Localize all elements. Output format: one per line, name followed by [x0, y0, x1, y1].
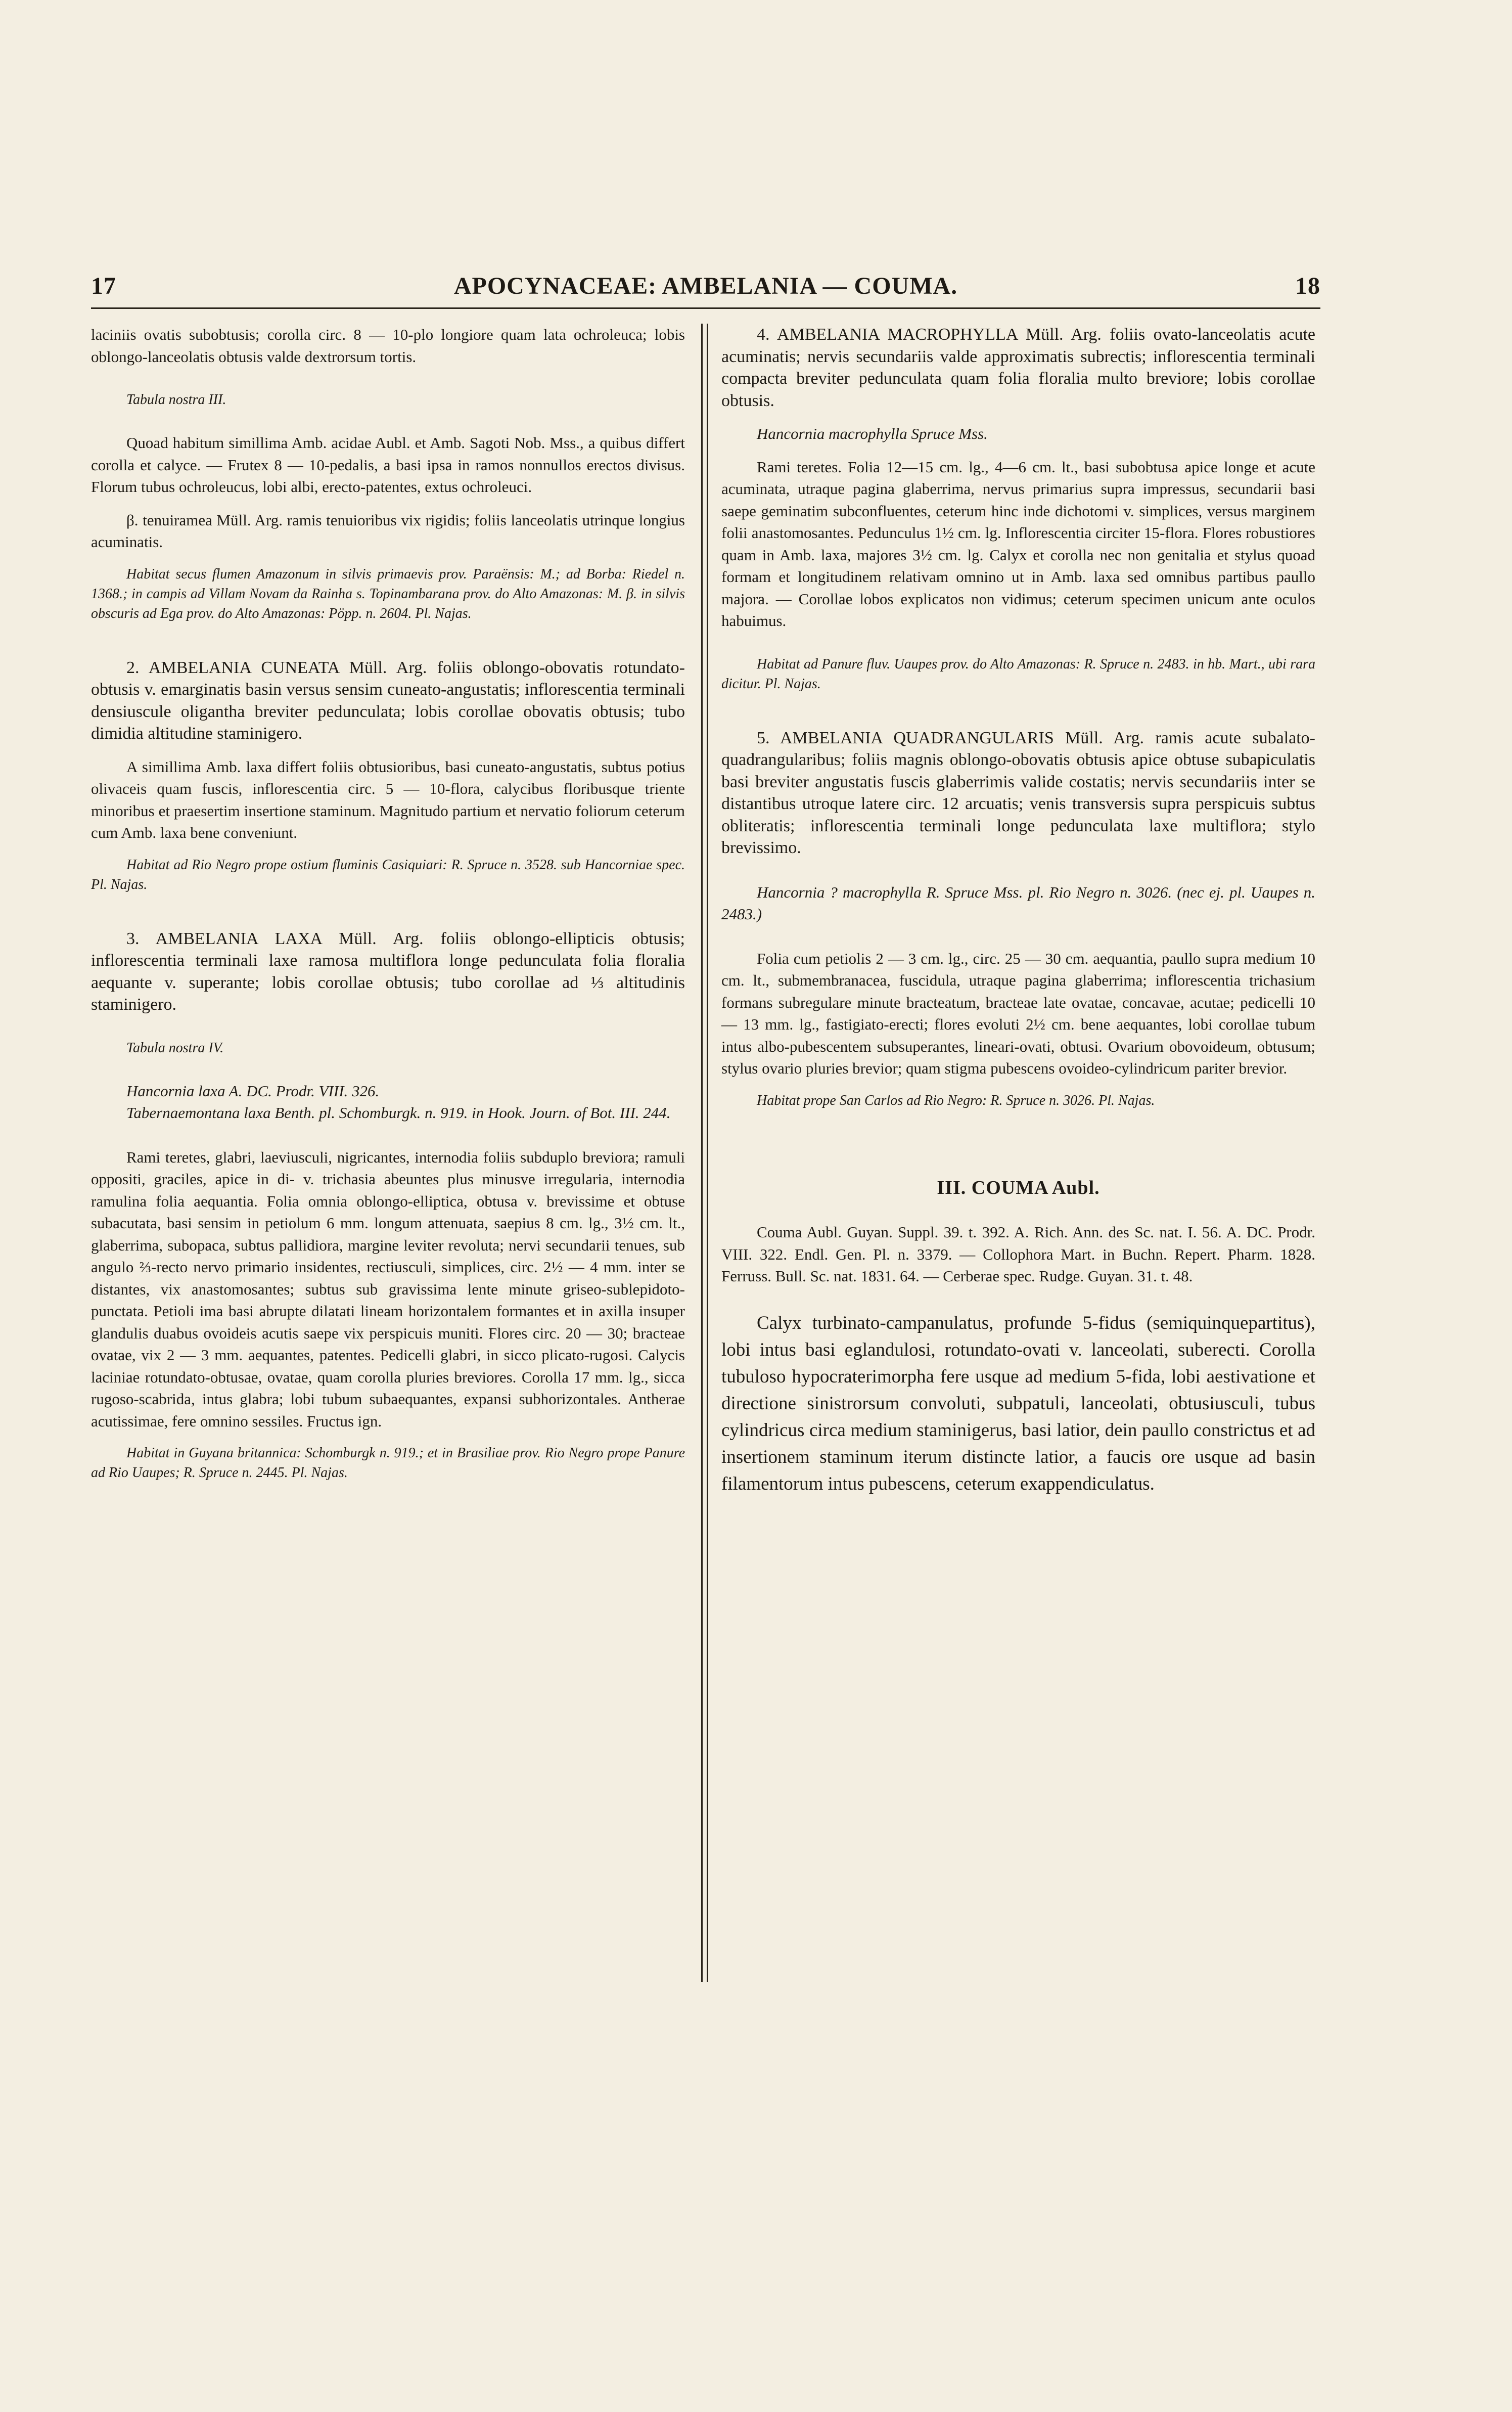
species-heading: 5. AMBELANIA QUADRANGULARIS Müll. Arg. ramis acute subalato-quadrangularibus; foliis magnis oblongo-obovatis obtusis apice obtuse subapiculatis basi breviter angustatis fuscis glaberrimis valide costatis; nervis secundariis inter se distantibus utroque latere circ. 12 arcuatis; venis transversis supra perspicuis subtus obliteratis; inflorescentia terminali longe pedunculata laxe multiflora; stylo brevissimo.: [721, 728, 1315, 857]
page-number-right: 18: [1295, 273, 1320, 299]
habitat-note: Habitat in Guyana britannica: Schomburgk n. 919.; et in Brasiliae prov. Rio Negro prope Panure ad Rio Uaupes; R. Spruce n. 2445. Pl. Najas.: [91, 1445, 685, 1481]
left-column: [91, 324, 685, 1483]
species-heading: 4. AMBELANIA MACROPHYLLA Müll. Arg. foliis ovato-lanceolatis acute acuminatis; nervis secundariis valde approximatis subrectis; inflorescentia terminali compacta breviter pedunculata quam folia floralia multo breviore; lobis corollae obtusis.: [721, 325, 1315, 410]
genus-synonymy: Couma Aubl. Guyan. Suppl. 39. t. 392. A. Rich. Ann. des Sc. nat. I. 56. A. DC. Prodr. VIII. 322. Endl. Gen. Pl. n. 3379. — Collophora Mart. in Buchn. Repert. Pharm. 1828. Ferruss. Bull. Sc. nat. 1831. 64. — Cerberae spec. Rudge. Guyan. 31. t. 48.: [721, 1223, 1315, 1285]
running-header: [91, 272, 1320, 302]
header-rule: [91, 307, 1320, 309]
section-heading: III. COUMA Aubl.: [937, 1177, 1100, 1198]
plate-reference: Tabula nostra III.: [126, 392, 226, 408]
paragraph: Quoad habitum simillima Amb. acidae Aubl. et Amb. Sagoti Nob. Mss., a quibus differt corolla et calyce. — Frutex 8 — 10-pedalis, a basi ipsa in ramos nonnullos erectos divisus. Florum tubus ochroleucus, lobi albi, erecto-patentes, extus ochroleuci.: [91, 434, 685, 496]
running-title: APOCYNACEAE: AMBELANIA — COUMA.: [453, 273, 958, 299]
variety-description: β. tenuiramea Müll. Arg. ramis tenuioribus vix rigidis; foliis lanceolatis utrinque longius acuminatis.: [91, 511, 685, 551]
synonym: Hancornia ? macrophylla R. Spruce Mss. pl. Rio Negro n. 3026. (nec ej. pl. Uaupes n. 2483.): [721, 883, 1315, 923]
column-divider: [701, 324, 708, 1982]
paragraph: laciniis ovatis subobtusis; corolla circ. 8 — 10-plo longiore quam lata ochroleuca; lobis oblongo-lanceolatis obtusis valde dextrorsum tortis.: [91, 326, 685, 366]
synonym: Tabernaemontana laxa Benth. pl. Schomburgk. n. 919. in Hook. Journ. of Bot. III. 244.: [126, 1104, 671, 1122]
page-number-left: 17: [91, 273, 116, 299]
synonym: Hancornia laxa A. DC. Prodr. VIII. 326.: [126, 1082, 380, 1100]
genus-description: Calyx turbinato-campanulatus, profunde 5-fidus (semiquinquepartitus), lobi intus basi eglandulosi, rotundato-ovati v. lanceolati, suberecti. Corolla tubuloso hypocraterimorpha fere usque ad medium 5-fida, lobi aestivatione et directione sinistrorsum convoluti, subpatuli, lanceolati, obtusiusculi, tubus cylindricus circa medium staminigerus, basi latior, dein paullo constrictus et ad insertionem staminum iterum distincte latior, a faucis ore usque ad basin filamentorum intus pubescens, ceterum exappendiculatus.: [721, 1312, 1315, 1494]
habitat-note: Habitat prope San Carlos ad Rio Negro: R. Spruce n. 3026. Pl. Najas.: [757, 1092, 1155, 1108]
species-heading: 3. AMBELANIA LAXA Müll. Arg. foliis oblongo-ellipticis obtusis; inflorescentia terminali laxe ramosa multiflora longe pedunculata folia floralia aequante v. superante; lobis corollae obtusis; tubo corollae ad ⅓ altitudinis staminigero.: [91, 929, 685, 1014]
synonym: Hancornia macrophylla Spruce Mss.: [757, 425, 988, 442]
habitat-note: Habitat ad Rio Negro prope ostium fluminis Casiquiari: R. Spruce n. 3528. sub Hancorniae spec. Pl. Najas.: [91, 857, 685, 892]
right-column: [721, 324, 1315, 1497]
paragraph: Rami teretes. Folia 12—15 cm. lg., 4—6 cm. lt., basi subobtusa apice longe et acute acuminata, utraque pagina glaberrima, nervus primarius supra impressus, secundarii basi saepe geminatim subconfluentes, ceterum hinc inde dichotomi v. simplices, versus marginem folii anastomosantes. Pedunculus 1½ cm. lg. Inflorescentia circiter 15-flora. Flores robustiores quam in Amb. laxa, majores 3½ cm. lg. Calyx et corolla nec non genitalia et stylus quoad formam et longitudinem relativam omnino ut in Amb. laxa sed omnibus partibus paullo majora. — Corollae lobos explicatos non vidimus; ceterum specimen unicum ante oculos habuimus.: [721, 458, 1315, 630]
habitat-note: Habitat ad Panure fluv. Uaupes prov. do Alto Amazonas: R. Spruce n. 2483. in hb. Mart., ubi rara dicitur. Pl. Najas.: [721, 656, 1315, 692]
plate-reference: Tabula nostra IV.: [126, 1040, 224, 1056]
paragraph: Folia cum petiolis 2 — 3 cm. lg., circ. 25 — 30 cm. aequantia, paullo supra medium 10 cm. lt., submembranacea, fuscidula, utraque pagina glaberrima; inflorescentia trichasium formans subregulare minute bracteatum, bracteae late ovatae, concavae, acutae; pedicelli 10 — 13 mm. lg., fastigiato-erecti; flores evoluti 2½ cm. bene aequantes, lobi corollae tubum intus albo-pubescentem subsuperantes, lineari-ovati, obtusi. Ovarium obovoideum, obtusum; stylus ovario pluries brevior; quam stigma pubescens ovoideo-cylindricum pariter brevior.: [721, 949, 1315, 1077]
paragraph: A simillima Amb. laxa differt foliis obtusioribus, basi cuneato-angustatis, subtus potius olivaceis quam fuscis, inflorescentia circ. 5 — 10-flora, calycibus floribusque triente minoribus et praesertim insertione staminum. Magnitudo partium et nervatio foliorum ceterum cum Amb. laxa bene conveniunt.: [91, 757, 685, 841]
paragraph: Rami teretes, glabri, laeviusculi, nigricantes, internodia foliis subduplo breviora; ramuli oppositi, graciles, apice in di- v. trichasia abeuntes plus minusve irregularia, internodia ramulina folia aequantia. Folia omnia oblongo-elliptica, obtusa v. brevissime et obtuse subacutata, basi sensim in petiolum 6 mm. longum attenuata, saepius 8 cm. lg., 3½ cm. lt., glaberrima, subopaca, subtus pallidiora, margine leviter revoluta; nervi secundarii tenues, sub angulo ⅔-recto nervo primario insidentes, rectiusculi, simplices, circ. 2½ — 4 mm. inter se distantes, vix anastomosantes; subtus sub gravissima lente minute griseo-sublepidoto-punctata. Petioli ima basi abrupte dilatati lineam horizontalem formantes et in axilla insuper glandulis duabus ovoideis acutis saepe vix perspicuis muniti. Flores circ. 20 — 30; bracteae ovatae, vix 2 — 3 mm. aequantes, patentes. Pedicelli glabri, in sicco plicato-rugosi. Calycis laciniae rotundato-obtusae, ovatae, quam corolla pluries breviores. Corolla 17 mm. lg., sicca rugoso-scabrida, intus glabra; lobi tubum subaequantes, expansi subhorizontales. Antherae acutissimae, fere omnino sessiles. Fructus ign.: [91, 1148, 685, 1430]
habitat-note: Habitat secus flumen Amazonum in silvis primaevis prov. Paraënsis: M.; ad Borba: Riedel n. 1368.; in campis ad Villam Novam da Rainha s. Topinambarana prov. do Alto Amazonas: M. β. in silvis obscuris ad Ega prov. do Alto Amazonas: Pöpp. n. 2604. Pl. Najas.: [91, 566, 685, 621]
species-heading: 2. AMBELANIA CUNEATA Müll. Arg. foliis oblongo-obovatis rotundato-obtusis v. emarginatis basin versus sensim cuneato-angustatis; inflorescentia terminali densiuscule oligantha breviter pedunculata; lobis corollae obovatis obtusis; tubo dimidia altitudine staminigero.: [91, 658, 685, 743]
